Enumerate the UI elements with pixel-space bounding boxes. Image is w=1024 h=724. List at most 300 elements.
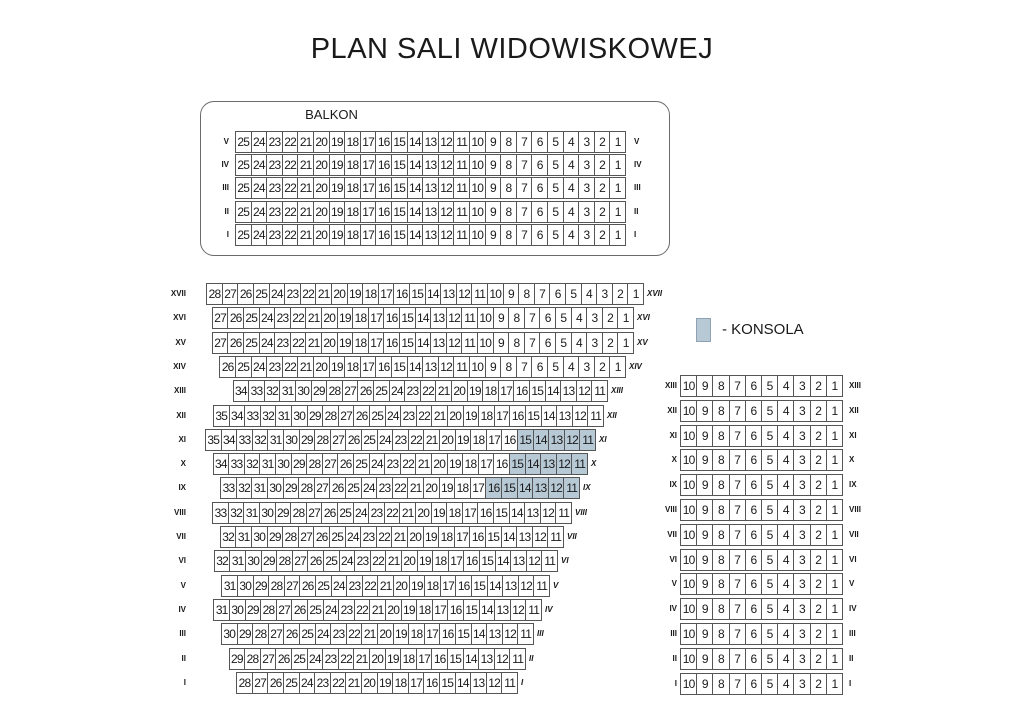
side-seat[interactable]: 3	[793, 573, 810, 595]
balcony-seat[interactable]: 16	[375, 154, 392, 176]
hall-seat[interactable]: 17	[368, 332, 385, 354]
hall-seat[interactable]: 22	[420, 380, 437, 402]
hall-seat[interactable]: 27	[222, 283, 239, 305]
balcony-seat[interactable]: 3	[578, 131, 595, 153]
balcony-seat[interactable]: 20	[313, 177, 330, 199]
hall-seat[interactable]: 22	[354, 599, 371, 621]
balcony-seat[interactable]: 11	[453, 201, 470, 223]
side-seat[interactable]: 9	[696, 474, 713, 496]
balcony-seat[interactable]: 1	[609, 131, 626, 153]
hall-seat[interactable]: 26	[291, 599, 308, 621]
balcony-seat[interactable]: 24	[251, 201, 268, 223]
hall-seat[interactable]: 15	[439, 672, 456, 694]
side-seat[interactable]: 7	[729, 375, 746, 397]
hall-seat[interactable]: 21	[399, 502, 416, 524]
hall-seat[interactable]: 31	[221, 575, 238, 597]
hall-seat[interactable]: 16	[393, 283, 410, 305]
balcony-seat[interactable]: 21	[297, 224, 314, 246]
hall-seat[interactable]: 5	[555, 332, 572, 354]
balcony-seat[interactable]: 3	[578, 177, 595, 199]
hall-seat[interactable]: 6	[531, 356, 548, 378]
hall-seat[interactable]: 22	[346, 623, 363, 645]
hall-seat[interactable]: 29	[275, 502, 292, 524]
side-seat[interactable]: 5	[761, 549, 778, 571]
hall-seat[interactable]: 20	[321, 332, 338, 354]
hall-seat[interactable]: 20	[361, 672, 378, 694]
hall-seat[interactable]: 13	[560, 380, 577, 402]
hall-seat[interactable]: 33	[236, 429, 253, 451]
hall-seat[interactable]: 5	[555, 307, 572, 329]
balcony-seat[interactable]: 14	[407, 177, 424, 199]
side-seat[interactable]: 9	[696, 449, 713, 471]
hall-seat[interactable]: 24	[251, 356, 268, 378]
hall-seat[interactable]: 22	[392, 477, 409, 499]
hall-seat[interactable]: 33	[244, 405, 261, 427]
hall-seat[interactable]: 22	[408, 429, 425, 451]
side-seat[interactable]: 7	[729, 474, 746, 496]
hall-seat[interactable]: 19	[439, 477, 456, 499]
hall-seat[interactable]: 34	[213, 453, 230, 475]
balcony-seat[interactable]: 22	[282, 201, 299, 223]
hall-seat[interactable]: 18	[432, 550, 449, 572]
side-seat[interactable]: 5	[761, 648, 778, 670]
hall-seat[interactable]: 17	[494, 405, 511, 427]
hall-seat[interactable]: 16	[423, 672, 440, 694]
hall-seat[interactable]: 21	[385, 550, 402, 572]
hall-seat[interactable]: 1	[617, 332, 634, 354]
side-seat[interactable]: 8	[712, 573, 729, 595]
balcony-seat[interactable]: 19	[329, 131, 346, 153]
hall-seat[interactable]: 29	[253, 575, 270, 597]
hall-seat[interactable]: 17	[368, 307, 385, 329]
hall-seat[interactable]: 13	[430, 307, 447, 329]
side-seat[interactable]: 1	[826, 474, 843, 496]
balcony-seat[interactable]: 9	[485, 224, 502, 246]
side-seat[interactable]: 6	[745, 598, 762, 620]
balcony-seat[interactable]: 21	[297, 131, 314, 153]
balcony-seat[interactable]: 13	[422, 131, 439, 153]
hall-seat[interactable]: 14	[407, 356, 424, 378]
hall-seat[interactable]: 22	[370, 550, 387, 572]
balcony-seat[interactable]: 21	[297, 201, 314, 223]
side-seat[interactable]: 7	[729, 648, 746, 670]
hall-seat[interactable]: 24	[307, 648, 324, 670]
hall-seat[interactable]: 14	[501, 526, 518, 548]
hall-seat[interactable]: 24	[389, 380, 406, 402]
balcony-seat[interactable]: 17	[360, 177, 377, 199]
side-seat[interactable]: 4	[777, 648, 794, 670]
hall-seat[interactable]: 18	[446, 502, 463, 524]
hall-seat[interactable]: 12	[446, 332, 463, 354]
hall-seat[interactable]: 27	[314, 477, 331, 499]
hall-seat[interactable]: 13	[516, 526, 533, 548]
balcony-seat[interactable]: 22	[282, 224, 299, 246]
side-seat[interactable]: 4	[777, 573, 794, 595]
hall-seat[interactable]: 33	[212, 502, 229, 524]
hall-seat[interactable]: 23	[392, 429, 409, 451]
hall-seat[interactable]: 14	[415, 307, 432, 329]
balcony-seat[interactable]: 18	[344, 131, 361, 153]
hall-seat[interactable]: 13	[478, 648, 495, 670]
hall-seat[interactable]: 11	[533, 575, 550, 597]
hall-seat[interactable]: 21	[423, 429, 440, 451]
hall-seat[interactable]: 16	[383, 332, 400, 354]
hall-seat[interactable]: 24	[339, 550, 356, 572]
hall-seat[interactable]: 12	[502, 623, 519, 645]
hall-seat[interactable]: 12	[438, 356, 455, 378]
konsola-seat[interactable]: 12	[564, 429, 581, 451]
hall-seat[interactable]: 14	[495, 550, 512, 572]
hall-seat[interactable]: 6	[539, 307, 556, 329]
hall-seat[interactable]: 27	[252, 672, 269, 694]
hall-seat[interactable]: 11	[471, 283, 488, 305]
hall-seat[interactable]: 25	[243, 332, 260, 354]
balcony-seat[interactable]: 13	[422, 154, 439, 176]
hall-seat[interactable]: 21	[369, 599, 386, 621]
side-seat[interactable]: 1	[826, 425, 843, 447]
hall-seat[interactable]: 13	[510, 550, 527, 572]
hall-seat[interactable]: 27	[268, 623, 285, 645]
side-seat[interactable]: 9	[696, 573, 713, 595]
hall-seat[interactable]: 17	[378, 283, 395, 305]
hall-seat[interactable]: 24	[315, 623, 332, 645]
side-seat[interactable]: 2	[810, 499, 827, 521]
hall-seat[interactable]: 20	[423, 477, 440, 499]
side-seat[interactable]: 10	[680, 623, 697, 645]
side-seat[interactable]: 1	[826, 549, 843, 571]
balcony-seat[interactable]: 14	[407, 224, 424, 246]
hall-seat[interactable]: 20	[401, 550, 418, 572]
side-seat[interactable]: 8	[712, 673, 729, 695]
balcony-seat[interactable]: 20	[313, 131, 330, 153]
konsola-seat[interactable]: 13	[548, 429, 565, 451]
hall-seat[interactable]: 13	[556, 405, 573, 427]
balcony-seat[interactable]: 22	[282, 131, 299, 153]
hall-seat[interactable]: 25	[315, 575, 332, 597]
hall-seat[interactable]: 29	[311, 380, 328, 402]
balcony-seat[interactable]: 9	[485, 177, 502, 199]
hall-seat[interactable]: 29	[237, 623, 254, 645]
hall-seat[interactable]: 29	[291, 453, 308, 475]
balcony-seat[interactable]: 20	[313, 154, 330, 176]
konsola-seat[interactable]: 12	[556, 453, 573, 475]
side-seat[interactable]: 4	[777, 524, 794, 546]
hall-seat[interactable]: 21	[391, 526, 408, 548]
side-seat[interactable]: 10	[680, 449, 697, 471]
balcony-seat[interactable]: 7	[516, 201, 533, 223]
side-seat[interactable]: 9	[696, 524, 713, 546]
side-seat[interactable]: 9	[696, 425, 713, 447]
side-seat[interactable]: 1	[826, 449, 843, 471]
balcony-seat[interactable]: 13	[422, 224, 439, 246]
hall-seat[interactable]: 11	[461, 332, 478, 354]
hall-seat[interactable]: 23	[266, 356, 283, 378]
side-seat[interactable]: 2	[810, 425, 827, 447]
side-seat[interactable]: 3	[793, 623, 810, 645]
balcony-seat[interactable]: 15	[391, 154, 408, 176]
hall-seat[interactable]: 21	[297, 356, 314, 378]
hall-seat[interactable]: 19	[447, 453, 464, 475]
hall-seat[interactable]: 34	[221, 429, 238, 451]
hall-seat[interactable]: 12	[532, 526, 549, 548]
balcony-seat[interactable]: 9	[485, 201, 502, 223]
hall-seat[interactable]: 21	[431, 405, 448, 427]
balcony-seat[interactable]: 8	[500, 201, 517, 223]
hall-seat[interactable]: 31	[243, 502, 260, 524]
hall-seat[interactable]: 22	[338, 648, 355, 670]
side-seat[interactable]: 3	[793, 474, 810, 496]
hall-seat[interactable]: 13	[430, 332, 447, 354]
side-seat[interactable]: 9	[696, 623, 713, 645]
balcony-seat[interactable]: 4	[563, 154, 580, 176]
balcony-seat[interactable]: 14	[407, 154, 424, 176]
balcony-seat[interactable]: 8	[500, 131, 517, 153]
hall-seat[interactable]: 26	[227, 307, 244, 329]
hall-seat[interactable]: 2	[602, 307, 619, 329]
balcony-seat[interactable]: 12	[438, 224, 455, 246]
hall-seat[interactable]: 31	[251, 477, 268, 499]
hall-seat[interactable]: 10	[469, 356, 486, 378]
side-seat[interactable]: 6	[745, 474, 762, 496]
side-seat[interactable]: 8	[712, 549, 729, 571]
hall-seat[interactable]: 32	[214, 550, 231, 572]
side-seat[interactable]: 4	[777, 425, 794, 447]
hall-seat[interactable]: 32	[264, 380, 281, 402]
hall-seat[interactable]: 19	[385, 648, 402, 670]
hall-seat[interactable]: 18	[392, 672, 409, 694]
hall-seat[interactable]: 31	[213, 599, 230, 621]
hall-seat[interactable]: 31	[229, 550, 246, 572]
side-seat[interactable]: 1	[826, 673, 843, 695]
hall-seat[interactable]: 18	[352, 307, 369, 329]
hall-seat[interactable]: 33	[228, 453, 245, 475]
balcony-seat[interactable]: 23	[266, 154, 283, 176]
hall-seat[interactable]: 22	[362, 575, 379, 597]
hall-seat[interactable]: 14	[425, 283, 442, 305]
hall-seat[interactable]: 12	[456, 283, 473, 305]
balcony-seat[interactable]: 5	[547, 177, 564, 199]
hall-seat[interactable]: 22	[330, 672, 347, 694]
side-seat[interactable]: 10	[680, 474, 697, 496]
hall-seat[interactable]: 25	[329, 526, 346, 548]
hall-seat[interactable]: 28	[206, 283, 223, 305]
balcony-seat[interactable]: 5	[547, 131, 564, 153]
side-seat[interactable]: 9	[696, 673, 713, 695]
hall-seat[interactable]: 13	[486, 623, 503, 645]
hall-seat[interactable]: 11	[587, 405, 604, 427]
side-seat[interactable]: 6	[745, 449, 762, 471]
side-seat[interactable]: 9	[696, 375, 713, 397]
hall-seat[interactable]: 7	[524, 307, 541, 329]
hall-seat[interactable]: 25	[307, 599, 324, 621]
hall-seat[interactable]: 18	[344, 356, 361, 378]
hall-seat[interactable]: 3	[586, 332, 603, 354]
hall-seat[interactable]: 16	[383, 307, 400, 329]
balcony-seat[interactable]: 25	[235, 177, 252, 199]
hall-seat[interactable]: 23	[404, 380, 421, 402]
hall-seat[interactable]: 15	[399, 307, 416, 329]
balcony-seat[interactable]: 1	[609, 201, 626, 223]
balcony-seat[interactable]: 13	[422, 201, 439, 223]
hall-seat[interactable]: 26	[299, 575, 316, 597]
hall-seat[interactable]: 26	[275, 648, 292, 670]
side-seat[interactable]: 9	[696, 549, 713, 571]
side-seat[interactable]: 2	[810, 524, 827, 546]
hall-seat[interactable]: 16	[463, 550, 480, 572]
hall-seat[interactable]: 18	[424, 575, 441, 597]
hall-seat[interactable]: 20	[451, 380, 468, 402]
hall-seat[interactable]: 7	[534, 283, 551, 305]
balcony-seat[interactable]: 9	[485, 131, 502, 153]
side-seat[interactable]: 4	[777, 474, 794, 496]
hall-seat[interactable]: 15	[479, 550, 496, 572]
balcony-seat[interactable]: 22	[282, 177, 299, 199]
balcony-seat[interactable]: 16	[375, 131, 392, 153]
side-seat[interactable]: 4	[777, 549, 794, 571]
balcony-seat[interactable]: 15	[391, 177, 408, 199]
side-seat[interactable]: 9	[696, 499, 713, 521]
hall-seat[interactable]: 31	[259, 453, 276, 475]
hall-seat[interactable]: 34	[229, 405, 246, 427]
konsola-seat[interactable]: 15	[501, 477, 518, 499]
balcony-seat[interactable]: 19	[329, 224, 346, 246]
hall-seat[interactable]: 18	[362, 283, 379, 305]
hall-seat[interactable]: 3	[578, 356, 595, 378]
hall-seat[interactable]: 20	[331, 283, 348, 305]
hall-seat[interactable]: 14	[463, 648, 480, 670]
hall-seat[interactable]: 24	[353, 502, 370, 524]
balcony-seat[interactable]: 8	[500, 154, 517, 176]
hall-seat[interactable]: 21	[377, 575, 394, 597]
hall-seat[interactable]: 25	[283, 672, 300, 694]
balcony-seat[interactable]: 17	[360, 224, 377, 246]
hall-seat[interactable]: 26	[357, 380, 374, 402]
side-seat[interactable]: 10	[680, 573, 697, 595]
hall-seat[interactable]: 23	[338, 599, 355, 621]
hall-seat[interactable]: 23	[384, 453, 401, 475]
hall-seat[interactable]: 12	[572, 405, 589, 427]
hall-seat[interactable]: 35	[205, 429, 222, 451]
side-seat[interactable]: 3	[793, 499, 810, 521]
side-seat[interactable]: 3	[793, 400, 810, 422]
hall-seat[interactable]: 23	[330, 623, 347, 645]
hall-seat[interactable]: 27	[342, 380, 359, 402]
hall-seat[interactable]: 23	[274, 332, 291, 354]
hall-seat[interactable]: 9	[503, 283, 520, 305]
side-seat[interactable]: 4	[777, 623, 794, 645]
hall-seat[interactable]: 8	[518, 283, 535, 305]
hall-seat[interactable]: 20	[385, 599, 402, 621]
hall-seat[interactable]: 24	[323, 599, 340, 621]
hall-seat[interactable]: 27	[260, 648, 277, 670]
hall-seat[interactable]: 27	[330, 429, 347, 451]
hall-seat[interactable]: 25	[243, 307, 260, 329]
balcony-seat[interactable]: 24	[251, 154, 268, 176]
balcony-seat[interactable]: 1	[609, 224, 626, 246]
balcony-seat[interactable]: 1	[609, 177, 626, 199]
hall-seat[interactable]: 17	[408, 672, 425, 694]
balcony-seat[interactable]: 17	[360, 131, 377, 153]
hall-seat[interactable]: 11	[547, 526, 564, 548]
balcony-seat[interactable]: 13	[422, 177, 439, 199]
hall-seat[interactable]: 15	[455, 623, 472, 645]
side-seat[interactable]: 4	[777, 375, 794, 397]
hall-seat[interactable]: 28	[276, 550, 293, 572]
hall-seat[interactable]: 7	[516, 356, 533, 378]
hall-seat[interactable]: 27	[306, 502, 323, 524]
hall-seat[interactable]: 25	[361, 429, 378, 451]
balcony-seat[interactable]: 17	[360, 201, 377, 223]
balcony-seat[interactable]: 20	[313, 201, 330, 223]
hall-seat[interactable]: 24	[345, 526, 362, 548]
balcony-seat[interactable]: 2	[594, 131, 611, 153]
side-seat[interactable]: 7	[729, 623, 746, 645]
hall-seat[interactable]: 21	[407, 477, 424, 499]
hall-seat[interactable]: 14	[545, 380, 562, 402]
hall-seat[interactable]: 14	[471, 623, 488, 645]
side-seat[interactable]: 6	[745, 400, 762, 422]
hall-seat[interactable]: 24	[361, 477, 378, 499]
balcony-seat[interactable]: 16	[375, 224, 392, 246]
side-seat[interactable]: 5	[761, 598, 778, 620]
hall-seat[interactable]: 20	[407, 526, 424, 548]
hall-seat[interactable]: 15	[485, 526, 502, 548]
side-seat[interactable]: 6	[745, 673, 762, 695]
balcony-seat[interactable]: 6	[531, 201, 548, 223]
hall-seat[interactable]: 23	[346, 575, 363, 597]
hall-seat[interactable]: 16	[375, 356, 392, 378]
konsola-seat[interactable]: 11	[579, 429, 596, 451]
hall-seat[interactable]: 27	[338, 405, 355, 427]
balcony-seat[interactable]: 15	[391, 201, 408, 223]
hall-seat[interactable]: 17	[432, 599, 449, 621]
hall-seat[interactable]: 26	[321, 502, 338, 524]
hall-seat[interactable]: 30	[229, 599, 246, 621]
balcony-seat[interactable]: 16	[375, 177, 392, 199]
hall-seat[interactable]: 28	[314, 429, 331, 451]
hall-seat[interactable]: 18	[438, 526, 455, 548]
hall-seat[interactable]: 24	[331, 575, 348, 597]
side-seat[interactable]: 5	[761, 623, 778, 645]
hall-seat[interactable]: 22	[300, 283, 317, 305]
hall-seat[interactable]: 22	[384, 502, 401, 524]
side-seat[interactable]: 6	[745, 648, 762, 670]
hall-seat[interactable]: 23	[274, 307, 291, 329]
hall-seat[interactable]: 20	[447, 405, 464, 427]
hall-seat[interactable]: 25	[353, 453, 370, 475]
konsola-seat[interactable]: 14	[533, 429, 550, 451]
hall-seat[interactable]: 29	[307, 405, 324, 427]
balcony-seat[interactable]: 23	[266, 131, 283, 153]
hall-seat[interactable]: 31	[279, 380, 296, 402]
hall-seat[interactable]: 17	[454, 526, 471, 548]
side-seat[interactable]: 7	[729, 598, 746, 620]
side-seat[interactable]: 8	[712, 400, 729, 422]
hall-seat[interactable]: 12	[510, 599, 527, 621]
hall-seat[interactable]: 29	[229, 648, 246, 670]
konsola-seat[interactable]: 11	[563, 477, 580, 499]
hall-seat[interactable]: 11	[453, 356, 470, 378]
balcony-seat[interactable]: 1	[609, 154, 626, 176]
hall-seat[interactable]: 24	[259, 332, 276, 354]
side-seat[interactable]: 7	[729, 400, 746, 422]
side-seat[interactable]: 2	[810, 474, 827, 496]
hall-seat[interactable]: 21	[305, 332, 322, 354]
side-seat[interactable]: 6	[745, 573, 762, 595]
balcony-seat[interactable]: 15	[391, 224, 408, 246]
hall-seat[interactable]: 30	[259, 502, 276, 524]
hall-seat[interactable]: 17	[498, 380, 515, 402]
